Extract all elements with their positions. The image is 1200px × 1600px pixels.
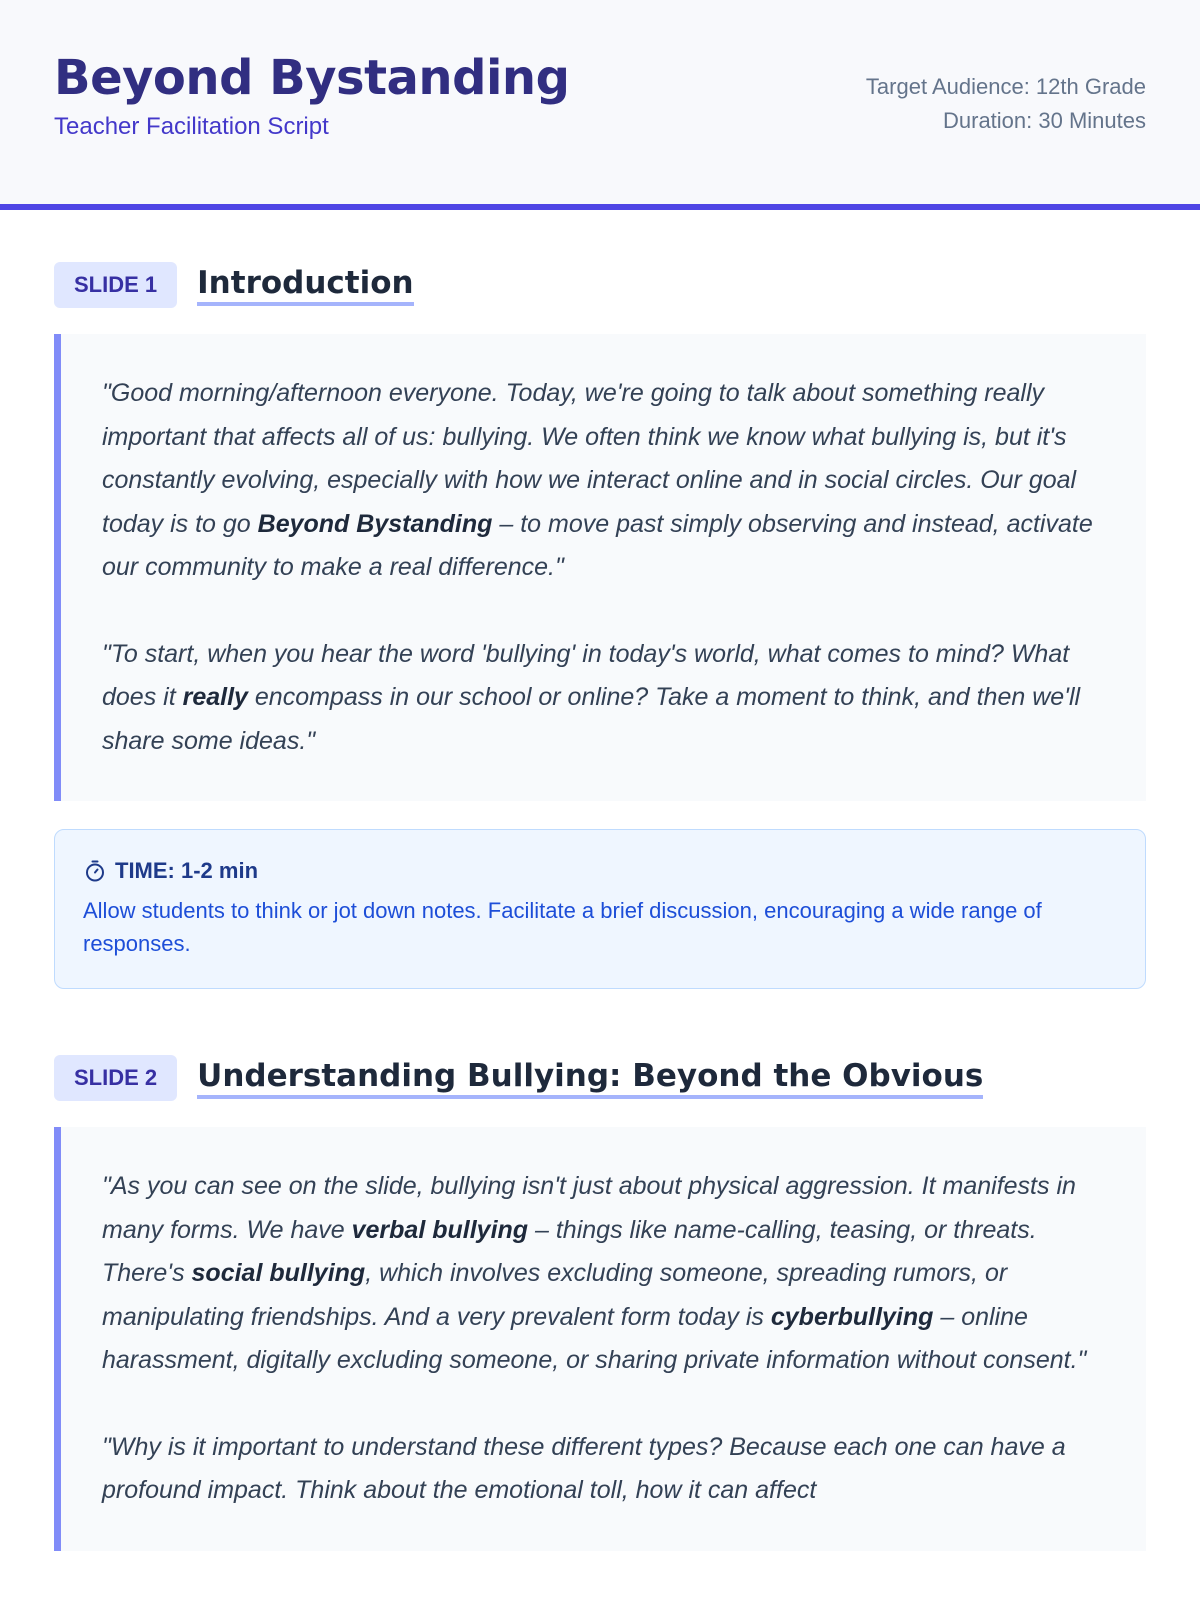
- header-meta: [866, 0, 1146, 204]
- note-time: TIME: 1-2 min: [115, 858, 259, 883]
- script-text: – online harassment, digitally excluding someone, or sharing private information without consent.": [102, 1302, 1087, 1374]
- slide-badge: SLIDE 2: [54, 1055, 177, 1101]
- slide-title: Introduction: [197, 264, 413, 306]
- script-paragraph: [102, 1165, 1108, 1383]
- script-emphasis: Beyond Bystanding: [257, 509, 493, 538]
- note-text: Allow students to think or jot down notes. Facilitate a brief discussion, encouraging a wide range of responses.: [83, 898, 1042, 956]
- stopwatch-icon: [83, 859, 107, 883]
- duration: Duration: 30 Minutes: [943, 108, 1146, 133]
- script-quote: [54, 1127, 1146, 1551]
- header-title-group: [54, 0, 569, 204]
- script-text: – to move past simply observing and instead, activate our community to make a real difference.": [102, 509, 1093, 581]
- document-header: [0, 0, 1200, 210]
- script-text: encompass in our school or online? Take a moment to think, and then we'll share some ideas.": [102, 683, 1081, 755]
- script-text: – things like name-calling, teasing, or threats. There's: [102, 1215, 1037, 1287]
- script-text: "To start, when you hear the word 'bullying' in today's world, what comes to mind? What does it: [102, 639, 1070, 711]
- document-subtitle: Teacher Facilitation Script: [54, 112, 329, 140]
- script-text: "As you can see on the slide, bullying isn't just about physical aggression. It manifests in many forms. We have: [102, 1172, 1076, 1244]
- slide-heading: [54, 1055, 1146, 1101]
- script-quote: [54, 334, 1146, 801]
- script-text: "Good morning/afternoon everyone. Today, we're going to talk about something really important that affects all of us: bullying. We often think we know what bullying is, but it's constantly evolving, especially with how we interact online and in social circles. Our goal today is to go: [102, 379, 1077, 538]
- script-emphasis: cyberbullying: [770, 1302, 934, 1331]
- script-emphasis: really: [182, 683, 248, 711]
- script-paragraph: [102, 1426, 1108, 1513]
- script-emphasis: verbal bullying: [351, 1215, 529, 1244]
- slide-heading: [54, 262, 1146, 308]
- target-audience: Target Audience: 12th Grade: [865, 74, 1146, 99]
- slide-section-2: [54, 1055, 1146, 1551]
- script-text: "Why is it important to understand these different types? Because each one can have a profound impact. Think about the emotional toll, how it can affect: [102, 1432, 1066, 1504]
- slide-title: Understanding Bullying: Beyond the Obvious: [197, 1057, 983, 1099]
- script-content: [0, 210, 1200, 1551]
- document-title: Beyond Bystanding: [54, 50, 570, 106]
- script-paragraph: [102, 372, 1108, 590]
- note-heading: [83, 858, 1117, 884]
- script-paragraph: [102, 633, 1108, 764]
- script-emphasis: social bullying: [191, 1259, 366, 1287]
- slide-section-1: [54, 262, 1146, 989]
- facilitator-note: [54, 829, 1146, 989]
- slide-badge: SLIDE 1: [54, 262, 177, 308]
- script-text: , which involves excluding someone, spreading rumors, or manipulating friendships. And a very prevalent form today is: [102, 1259, 1008, 1331]
